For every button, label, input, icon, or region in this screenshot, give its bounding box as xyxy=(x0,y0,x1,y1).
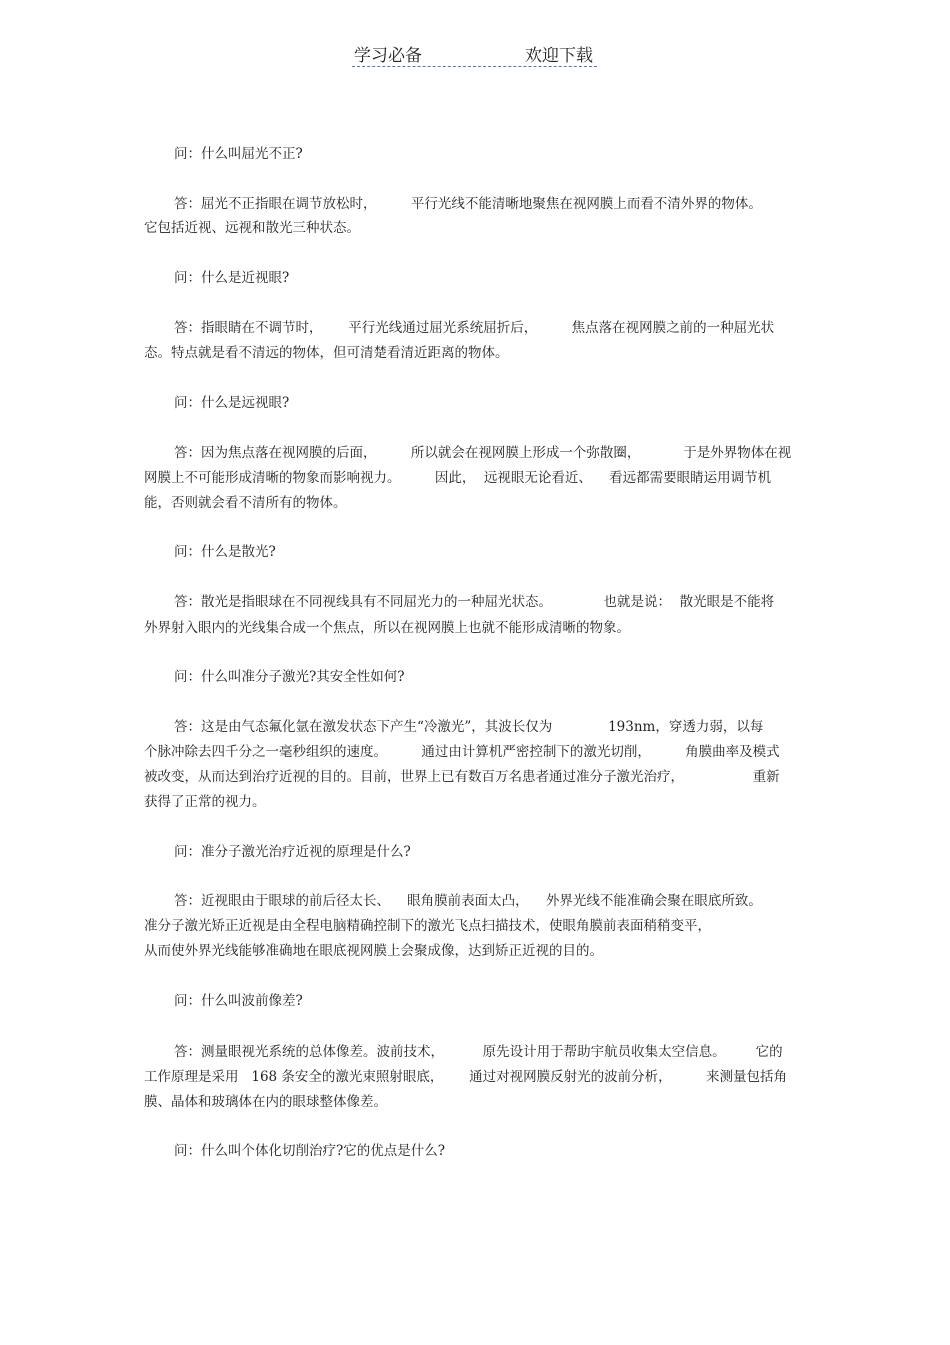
header-left-text: 学习必备 xyxy=(354,46,422,66)
answer-2-line-2: 态。特点就是看不清远的物体，但可清楚看清近距离的物体。 xyxy=(144,345,509,361)
answer-4-line-1: 答：散光是指眼球在不同视线具有不同屈光力的一种屈光状态。 也就是说： 散光眼是不能将 xyxy=(174,594,775,610)
question-6: 问：准分子激光治疗近视的原理是什么? xyxy=(174,844,411,860)
question-3: 问：什么是远视眼? xyxy=(174,395,290,411)
answer-4-line-2: 外界射入眼内的光线集合成一个焦点，所以在视网膜上也就不能形成清晰的物象。 xyxy=(144,620,630,636)
answer-5-line-2: 个脉冲除去四千分之一毫秒组织的速度。 通过由计算机严密控制下的激光切削， 角膜曲率及模式 xyxy=(144,744,780,760)
answer-5-line-3: 被改变，从而达到治疗近视的目的。目前，世界上已有数百万名患者通过准分子激光治疗， 重新 xyxy=(144,769,780,785)
answer-7-line-3: 膜、晶体和玻璃体在内的眼球整体像差。 xyxy=(144,1094,387,1110)
page-header xyxy=(352,40,597,67)
answer-3-line-3: 能，否则就会看不清所有的物体。 xyxy=(144,495,347,511)
question-7: 问：什么叫波前像差? xyxy=(174,993,303,1009)
answer-6-line-1: 答：近视眼由于眼球的前后径太长、 眼角膜前表面太凸， 外界光线不能准确会聚在眼底所致。 xyxy=(174,893,762,909)
answer-5-line-4: 获得了正常的视力。 xyxy=(144,794,266,810)
answer-7-line-1: 答：测量眼视光系统的总体像差。波前技术， 原先设计用于帮助宇航员收集太空信息。 它的 xyxy=(174,1044,783,1060)
answer-3-line-2: 网膜上不可能形成清晰的物象而影响视力。 因此， 远视眼无论看近、 看远都需要眼睛运用调节机 xyxy=(144,470,772,486)
question-2: 问：什么是近视眼? xyxy=(174,270,290,286)
answer-1-line-1: 答：屈光不正指眼在调节放松时， 平行光线不能清晰地聚焦在视网膜上而看不清外界的物体。 xyxy=(174,196,762,212)
question-1: 问：什么叫屈光不正? xyxy=(174,146,303,162)
answer-5-line-1: 答：这是由气态氟化氩在激发状态下产生“冷激光”，其波长仅为 193nm，穿透力弱，以每 xyxy=(174,719,764,735)
answer-1-line-2: 它包括近视、远视和散光三种状态。 xyxy=(144,220,360,236)
question-4: 问：什么是散光? xyxy=(174,544,276,560)
answer-6-line-3: 从而使外界光线能够准确地在眼底视网膜上会聚成像，达到矫正近视的目的。 xyxy=(144,943,603,959)
answer-6-line-2: 准分子激光矫正近视是由全程电脑精确控制下的激光飞点扫描技术，使眼角膜前表面稍稍变平， xyxy=(144,918,711,934)
question-8: 问：什么叫个体化切削治疗?它的优点是什么? xyxy=(174,1143,445,1159)
header-right-text: 欢迎下载 xyxy=(525,46,593,66)
answer-3-line-1: 答：因为焦点落在视网膜的后面， 所以就会在视网膜上形成一个弥散圈， 于是外界物体在视 xyxy=(174,445,792,461)
question-5: 问：什么叫准分子激光?其安全性如何? xyxy=(174,669,405,685)
answer-2-line-1: 答：指眼睛在不调节时， 平行光线通过屈光系统屈折后， 焦点落在视网膜之前的一种屈光状 xyxy=(174,320,775,336)
answer-7-line-2: 工作原理是采用 168 条安全的激光束照射眼底， 通过对视网膜反射光的波前分析， 来测量包括角 xyxy=(144,1069,788,1085)
